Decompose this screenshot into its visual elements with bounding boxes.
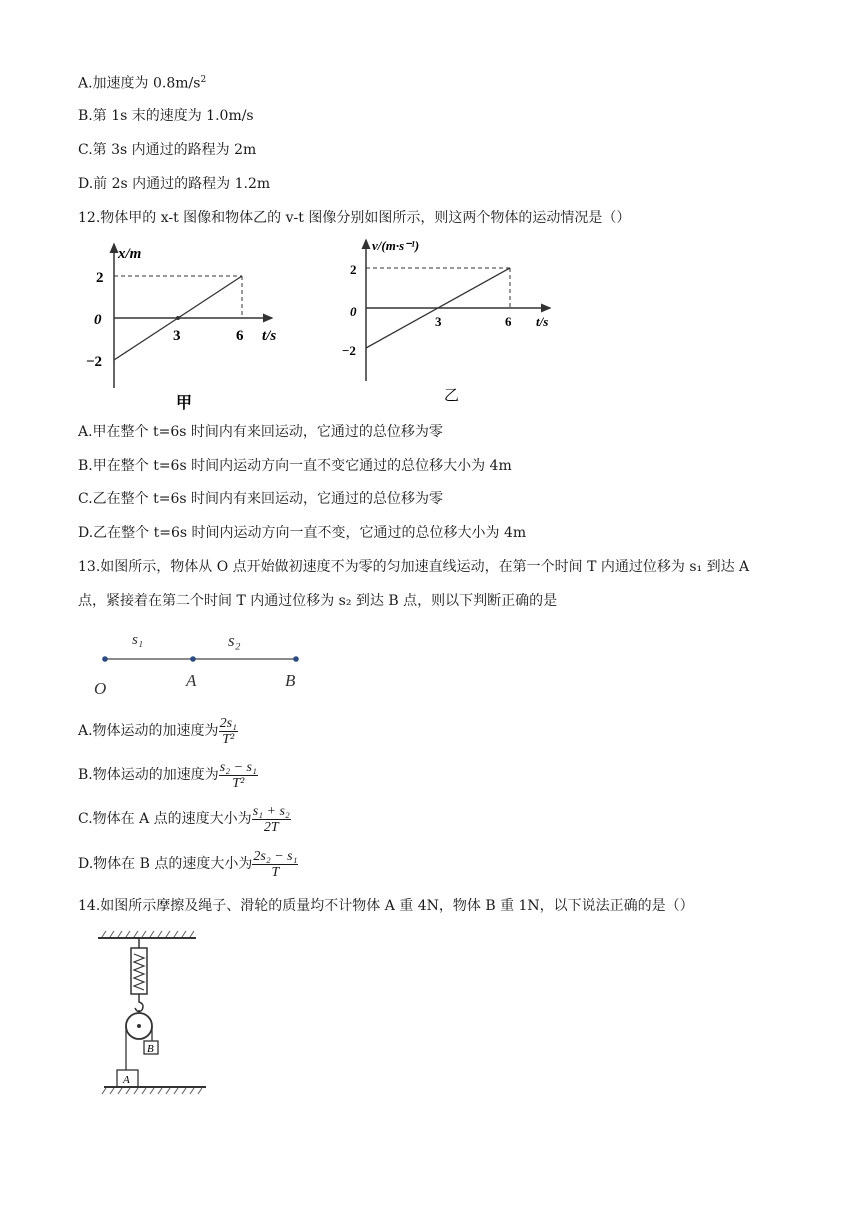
graph-jia-x-label: t/s [262,328,277,344]
q14-stem: 14.如图所示摩擦及绳子、滑轮的质量均不计物体 A 重 4N，物体 B 重 1N，以下说法正确的是（） [78,898,694,914]
q13-option-a-fraction: $\frac{\text{2s₁}}{\text{T²}}$ [219,715,237,747]
graph-yi-tick-yneg2: −2 [342,343,356,358]
q11-option-c: C.第 3s 内通过的路程为 2m [78,142,257,158]
q13-stem-line2: 点，紧接着在第二个时间 T 内通过位移为 s₂ 到达 B 点，则以下判断正确的是 [78,593,558,609]
graph-yi-y-label: v/(m·s⁻¹) [372,238,420,253]
point-o [102,656,108,662]
block-a-label: A [123,1074,130,1086]
graph-yi-tick-x3: 3 [435,314,442,329]
graph-jia-tick-yneg2: −2 [86,354,103,370]
q12-option-d: D.乙在整个 t=6s 时间内运动方向一直不变，它通过的总位移大小为 4m [78,525,527,541]
graph-jia-tick-x3: 3 [173,328,181,344]
graph-jia-tick-y0: 0 [94,312,102,328]
point-a [190,656,196,662]
q13-option-b-fraction: $\frac{\text{s₂ − s₁}}{\text{T²}}$ [219,759,257,791]
block-b-label: B [147,1043,154,1055]
label-s1: s₁ [132,632,144,648]
graph-yi-tick-x6: 6 [505,314,512,329]
q13-option-c: C.物体在 A 点的速度大小为 $\frac{\text{s₁ + s₂}}{2T}$ [78,803,290,835]
q13-option-a: A.物体运动的加速度为 $\frac{\text{2s₁}}{\text{T²}}$ [78,715,237,747]
graph-yi-caption: 乙 [444,388,460,404]
graph-jia-xt [80,236,300,416]
q12-stem: 12.物体甲的 x-t 图像和物体乙的 v-t 图像分别如图所示，则这两个物体的运动情况是（） [78,210,631,226]
label-a: A [186,671,197,690]
q11-option-d: D.前 2s 内通过的路程为 1.2m [78,176,271,192]
q11-option-b: B.第 1s 末的速度为 1.0m/s [78,108,254,124]
q12-option-c: C.乙在整个 t=6s 时间内有来回运动，它通过的总位移为零 [78,491,444,507]
graph-jia-tick-x6: 6 [236,328,244,344]
q14-pulley-figure [96,928,216,1098]
label-s2: s₂ [228,631,241,650]
q13-option-d: D.物体在 B 点的速度大小为 $\frac{\text{2s₂ − s₁}}{T}$ [78,848,298,880]
q13-motion-figure [88,622,318,702]
q13-stem-line1: 13.如图所示，物体从 O 点开始做初速度不为零的匀加速直线运动，在第一个时间 T 内通过位移为 s₁ 到达 A [78,559,750,575]
graph-yi-vt [336,236,576,411]
point-b [293,656,299,662]
q12-option-a: A.甲在整个 t=6s 时间内有来回运动，它通过的总位移为零 [78,424,443,440]
graph-jia-caption: 甲 [176,395,193,412]
label-b: B [285,671,296,690]
graph-yi-tick-y0: 0 [350,304,357,319]
q13-option-d-fraction: $\frac{\text{2s₂ − s₁}}{T}$ [253,848,298,880]
q13-option-b: B.物体运动的加速度为 $\frac{\text{s₂ − s₁}}{\text{T²}}$ [78,759,257,791]
q12-option-b: B.甲在整个 t=6s 时间内运动方向一直不变它通过的总位移大小为 4m [78,458,512,474]
graph-yi-tick-y2: 2 [350,262,357,277]
graph-yi-x-label: t/s [536,314,549,329]
graph-jia-y-label: x/m [118,246,142,262]
q13-option-c-fraction: $\frac{\text{s₁ + s₂}}{2T}$ [252,803,290,835]
graph-jia-tick-y2: 2 [96,270,104,286]
spring-scale [131,948,147,994]
label-o: O [94,679,107,698]
q11-option-a: A.加速度为 $0.8m/s^2$ [78,75,207,92]
